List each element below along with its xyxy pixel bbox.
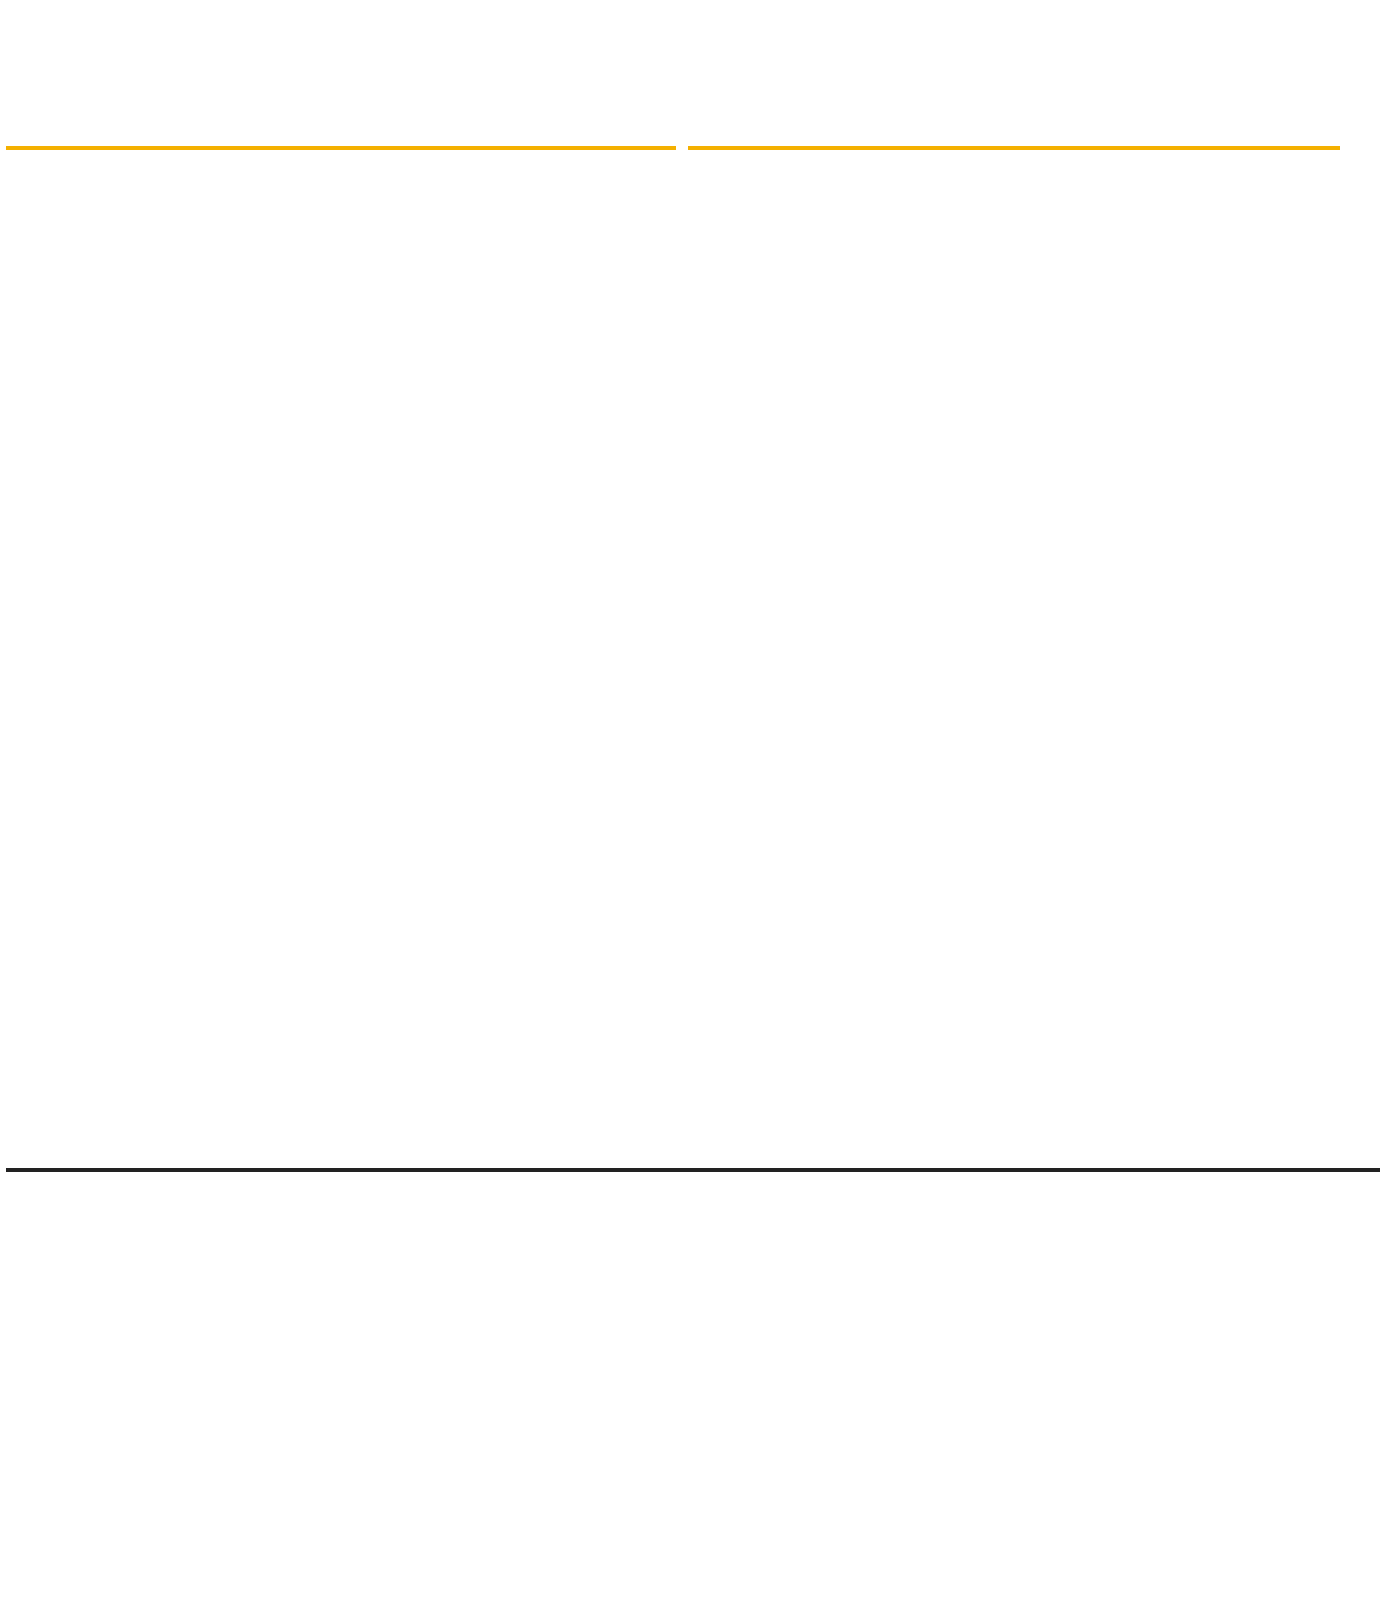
conditions-table — [6, 1168, 1380, 1170]
spec-table-left — [6, 146, 676, 150]
spec-table-right — [688, 146, 1340, 150]
